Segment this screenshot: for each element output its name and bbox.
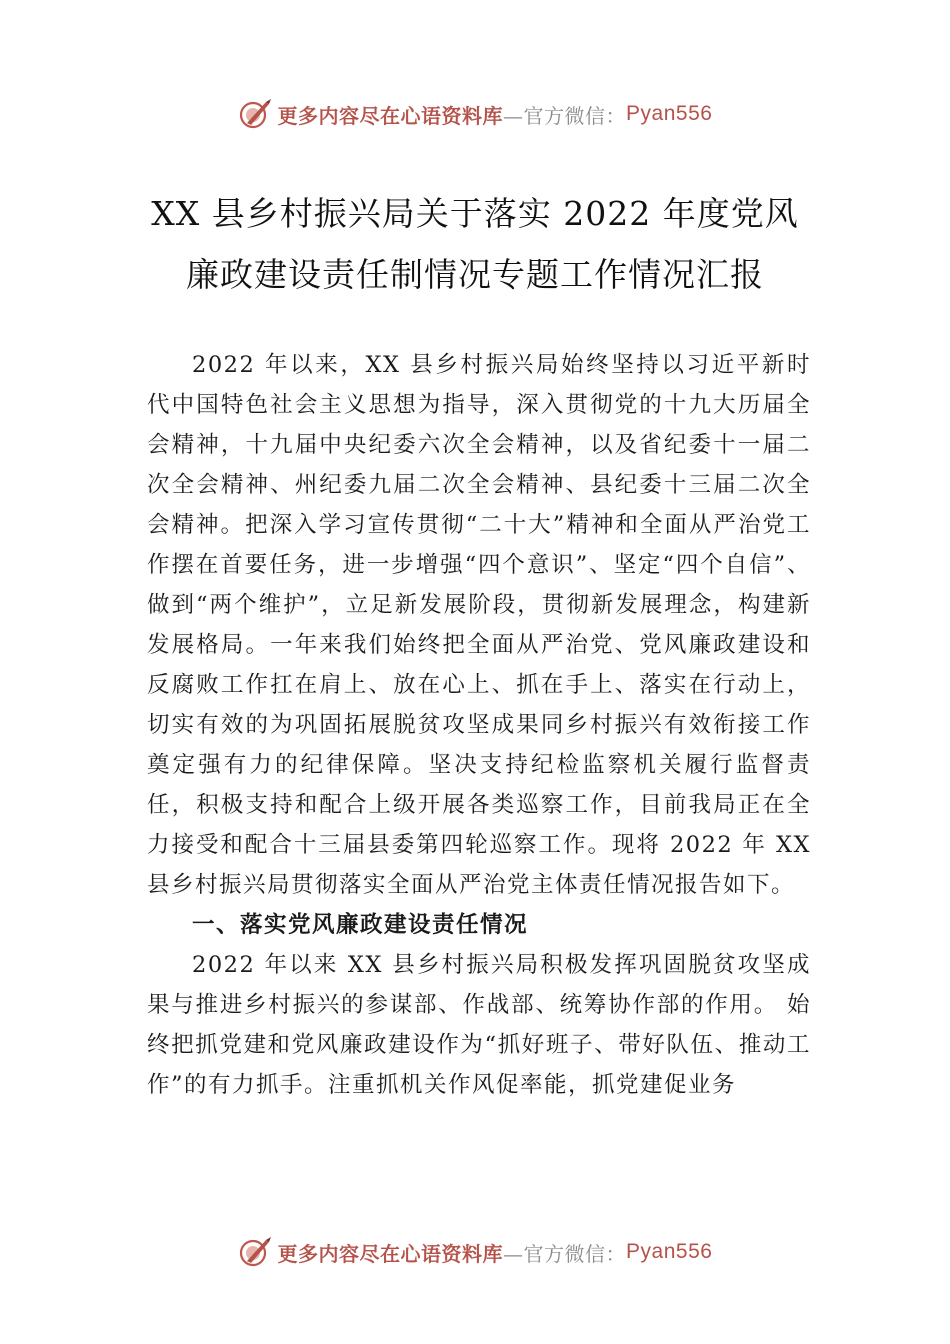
quill-pen-seal-icon xyxy=(238,1235,272,1269)
section-heading-1: 一、落实党风廉政建设责任情况 xyxy=(192,912,529,938)
body-paragraph-2: 2022 年以来 XX 县乡村振兴局积极发挥巩固脱贫攻坚成果与推进乡村振兴的参谋部、作战部、统筹协作部的作用。 始终把抓党建和党风廉政建设作为“抓好班子、带好队伍、推动工作”的有力抓手。注重抓机关作风促率能，抓党建促业务 xyxy=(147,952,811,1098)
watermark-separator-text: —官方微信： xyxy=(503,1241,627,1266)
watermark-separator-text: —官方微信： xyxy=(503,103,627,128)
header-watermark xyxy=(0,94,950,134)
quill-pen-seal-icon xyxy=(238,97,272,131)
document-title xyxy=(110,183,840,305)
watermark-main-text: 更多内容尽在心语资料库 xyxy=(277,103,504,128)
footer-watermark xyxy=(0,1232,950,1272)
watermark-wechat-id: Pyan556 xyxy=(626,1240,713,1263)
document-title-line-2: 廉政建设责任制情况专题工作情况汇报 xyxy=(186,255,764,294)
body-paragraph-1: 2022 年以来，XX 县乡村振兴局始终坚持以习近平新时代中国特色社会主义思想为指导，深入贯彻党的十九大历届全会精神，十九届中央纪委六次全会精神，以及省纪委十一届二次全会精神、州纪委九届二次全会精神、县纪委十三届二次全会精神。把深入学习宣传贯彻“二十大”精神和全面从严治党工作摆在首要任务，进一步增强“四个意识”、坚定“四个自信”、做到“两个维护”，立足新发展阶段，贯彻新发展理念，构建新发展格局。一年来我们始终把全面从严治党、党风廉政建设和反腐败工作扛在肩上、放在心上、抓在手上、落实在行动上，切实有效的为巩固拓展脱贫攻坚成果同乡村振兴有效衔接工作奠定强有力的纪律保障。坚决支持纪检监察机关履行监督责任，积极支持和配合上级开展各类巡察工作，目前我局正在全力接受和配合十三届县委第四轮巡察工作。现将 2022 年 XX 县乡村振兴局贯彻落实全面从严治党主体责任情况报告如下。 xyxy=(147,352,811,898)
watermark-main-text: 更多内容尽在心语资料库 xyxy=(277,1241,504,1266)
document-title-line-1: XX 县乡村振兴局关于落实 2022 年度党风 xyxy=(151,194,799,233)
document-body xyxy=(147,345,811,1105)
watermark-wechat-id: Pyan556 xyxy=(626,102,713,125)
